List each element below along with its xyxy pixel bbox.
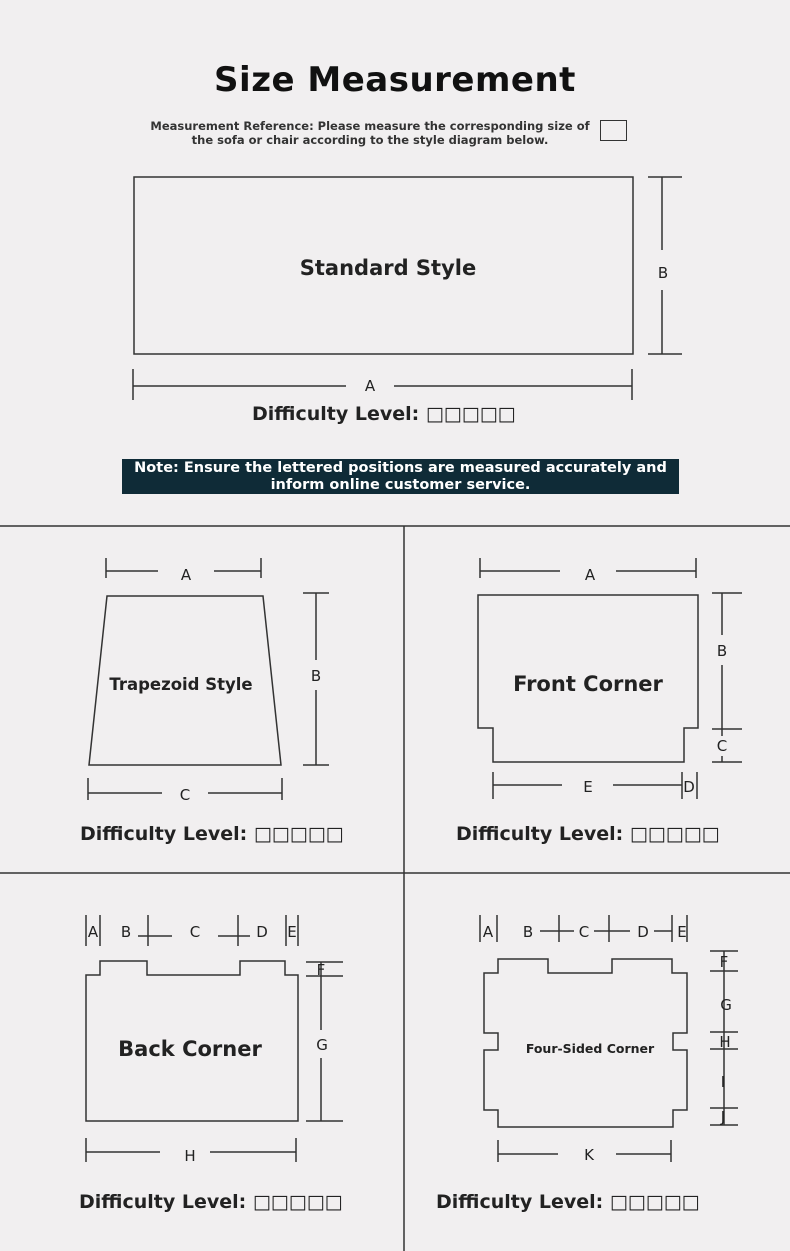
dim-label-i: I xyxy=(720,1073,726,1091)
dim-label-e: E xyxy=(287,923,297,941)
dim-label-d: D xyxy=(256,923,268,941)
difficulty-label: Difficulty Level: □□□□□ xyxy=(252,403,516,425)
difficulty-stars: □□□□□ xyxy=(253,823,344,845)
dim-label-c: C xyxy=(716,737,728,755)
dim-label-d: D xyxy=(683,778,695,796)
dim-label-g: G xyxy=(316,1036,328,1054)
dim-label-b: B xyxy=(310,667,322,685)
difficulty-label: Difficulty Level: □□□□□ xyxy=(436,1191,700,1213)
dim-label-a: A xyxy=(87,923,99,941)
difficulty-label: Difficulty Level: □□□□□ xyxy=(79,1191,343,1213)
difficulty-label: Difficulty Level: □□□□□ xyxy=(456,823,720,845)
difficulty-stars: □□□□□ xyxy=(609,1191,700,1213)
dim-label-d: D xyxy=(637,923,649,941)
dim-label-b: B xyxy=(657,264,669,282)
front-corner-label: Front Corner xyxy=(513,672,663,696)
dim-label-b: B xyxy=(716,642,728,660)
dim-label-j: J xyxy=(720,1108,726,1126)
back-corner-label: Back Corner xyxy=(118,1037,262,1061)
dim-label-b: B xyxy=(522,923,534,941)
dim-label-c: C xyxy=(578,923,590,941)
measurement-reference-text: Measurement Reference: Please measure the corresponding size of the sofa or chair according to the style diagram below. xyxy=(150,119,590,147)
page-title: Size Measurement xyxy=(214,60,576,100)
dim-label-c: C xyxy=(189,923,201,941)
difficulty-label: Difficulty Level: □□□□□ xyxy=(80,823,344,845)
difficulty-stars: □□□□□ xyxy=(629,823,720,845)
dim-label-e: E xyxy=(583,778,593,796)
dim-label-a: A xyxy=(482,923,494,941)
dim-label-a: A xyxy=(180,566,192,584)
trapezoid-style-label: Trapezoid Style xyxy=(109,675,253,694)
difficulty-stars: □□□□□ xyxy=(252,1191,343,1213)
dim-label-a: A xyxy=(364,377,376,395)
dim-label-c: C xyxy=(179,786,191,804)
dim-label-h: H xyxy=(719,1033,731,1051)
dim-label-k: K xyxy=(584,1146,594,1164)
note-banner: Note: Ensure the lettered positions are measured accurately and inform online customer service. xyxy=(122,459,679,494)
dim-label-f: F xyxy=(316,961,326,979)
difficulty-stars: □□□□□ xyxy=(425,403,516,425)
standard-style-label: Standard Style xyxy=(299,256,477,280)
dim-label-a: A xyxy=(584,566,596,584)
dim-label-b: B xyxy=(120,923,132,941)
dim-label-g: G xyxy=(720,996,732,1014)
four-sided-corner-label: Four-Sided Corner xyxy=(525,1041,655,1056)
dim-label-e: E xyxy=(677,923,687,941)
dim-label-f: F xyxy=(719,953,729,971)
dim-label-h: H xyxy=(184,1147,196,1165)
